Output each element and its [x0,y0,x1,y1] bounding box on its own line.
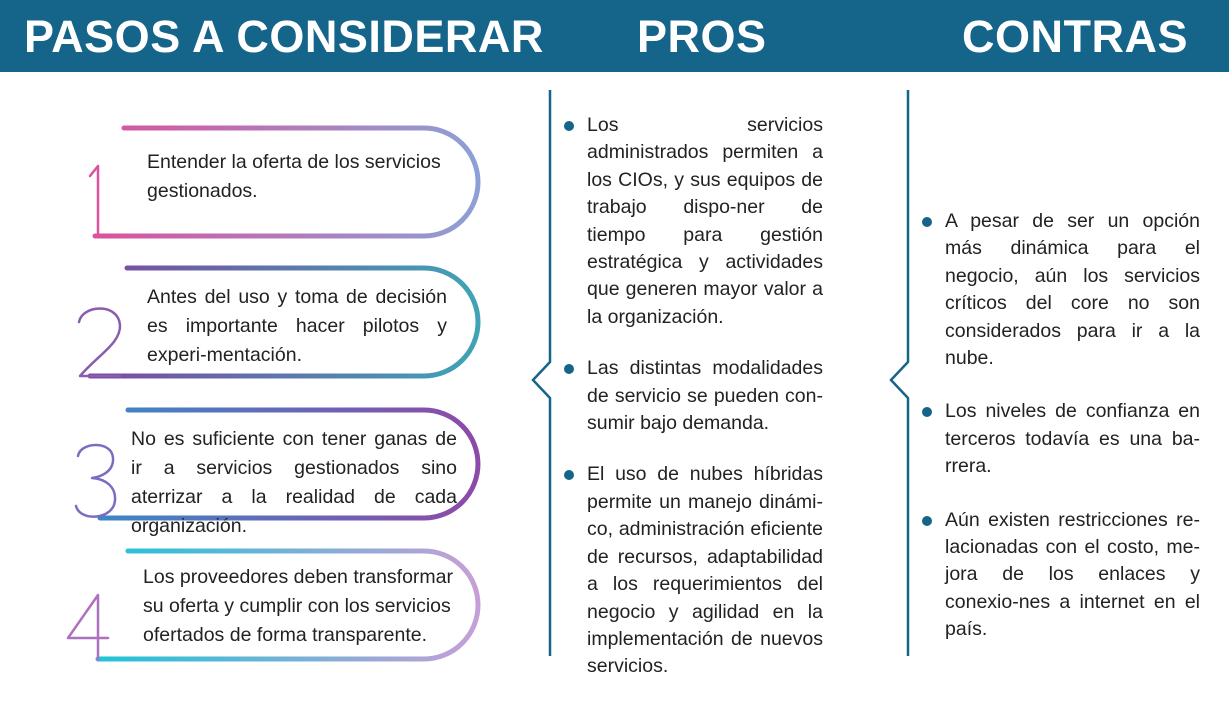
pros-item-text: El uso de nubes híbridas permite un manejo dinámi-co, administración eficiente de recursos, adaptabilidad a los requerimientos del negocio y agilidad en la implementación de nuevos servicios. [587,463,823,678]
cons-item-text: A pesar de ser un opción más dinámica para el negocio, aún los servicios críticos del core no son considerados para ir a la nube. [945,210,1200,370]
pros-item [587,112,823,331]
numeral-2-icon [79,309,120,377]
step-2-text: Antes del uso y toma de decisión es importante hacer pilotos y experi-mentación. [147,286,447,366]
cons-item-text: Aún existen restricciones re-lacionadas con el costo, me-jora de los enlaces y conexio-nes a internet en el país. [945,508,1200,641]
pros-item-text: Las distintas modalidades de servicio se pueden con-sumir bajo demanda. [587,357,823,435]
pros-item [587,355,823,437]
pros-item-text: Los servicios administrados permiten a los CIOs, y sus equipos de trabajo dispo-ner de tiempo para gestión estratégica y actividades que generen mayor valor a la organización. [587,114,823,328]
numeral-3-icon [76,445,115,517]
step-4-text: Los proveedores deben transformar su oferta y cumplir con los servicios ofertados de forma transparente. [143,566,454,646]
bullet-icon [922,217,932,227]
cons-list [945,208,1200,644]
pros-item [587,461,823,680]
pros-column-title: PROS [637,11,767,62]
cons-item [945,398,1200,480]
numeral-1-icon [90,166,98,236]
cons-item-text: Los niveles de confianza en terceros todavía es una ba-rrera. [945,400,1200,478]
bullet-icon [922,516,932,526]
cons-column-title: CONTRAS [962,11,1188,62]
step-3-text: No es suficiente con tener ganas de ir a servicios gestionados sino aterrizar a la realidad de cada organización. [131,428,457,537]
cons-item [945,507,1200,644]
bullet-icon [564,121,574,131]
cons-divider-bracket [891,90,908,656]
pros-divider-bracket [533,90,550,656]
step-1-text: Entender la oferta de los servicios gestionados. [147,151,441,202]
numeral-4-icon [68,595,108,660]
cons-item [945,208,1200,372]
pros-list [587,112,823,681]
steps-column-title: PASOS A CONSIDERAR [24,11,544,62]
